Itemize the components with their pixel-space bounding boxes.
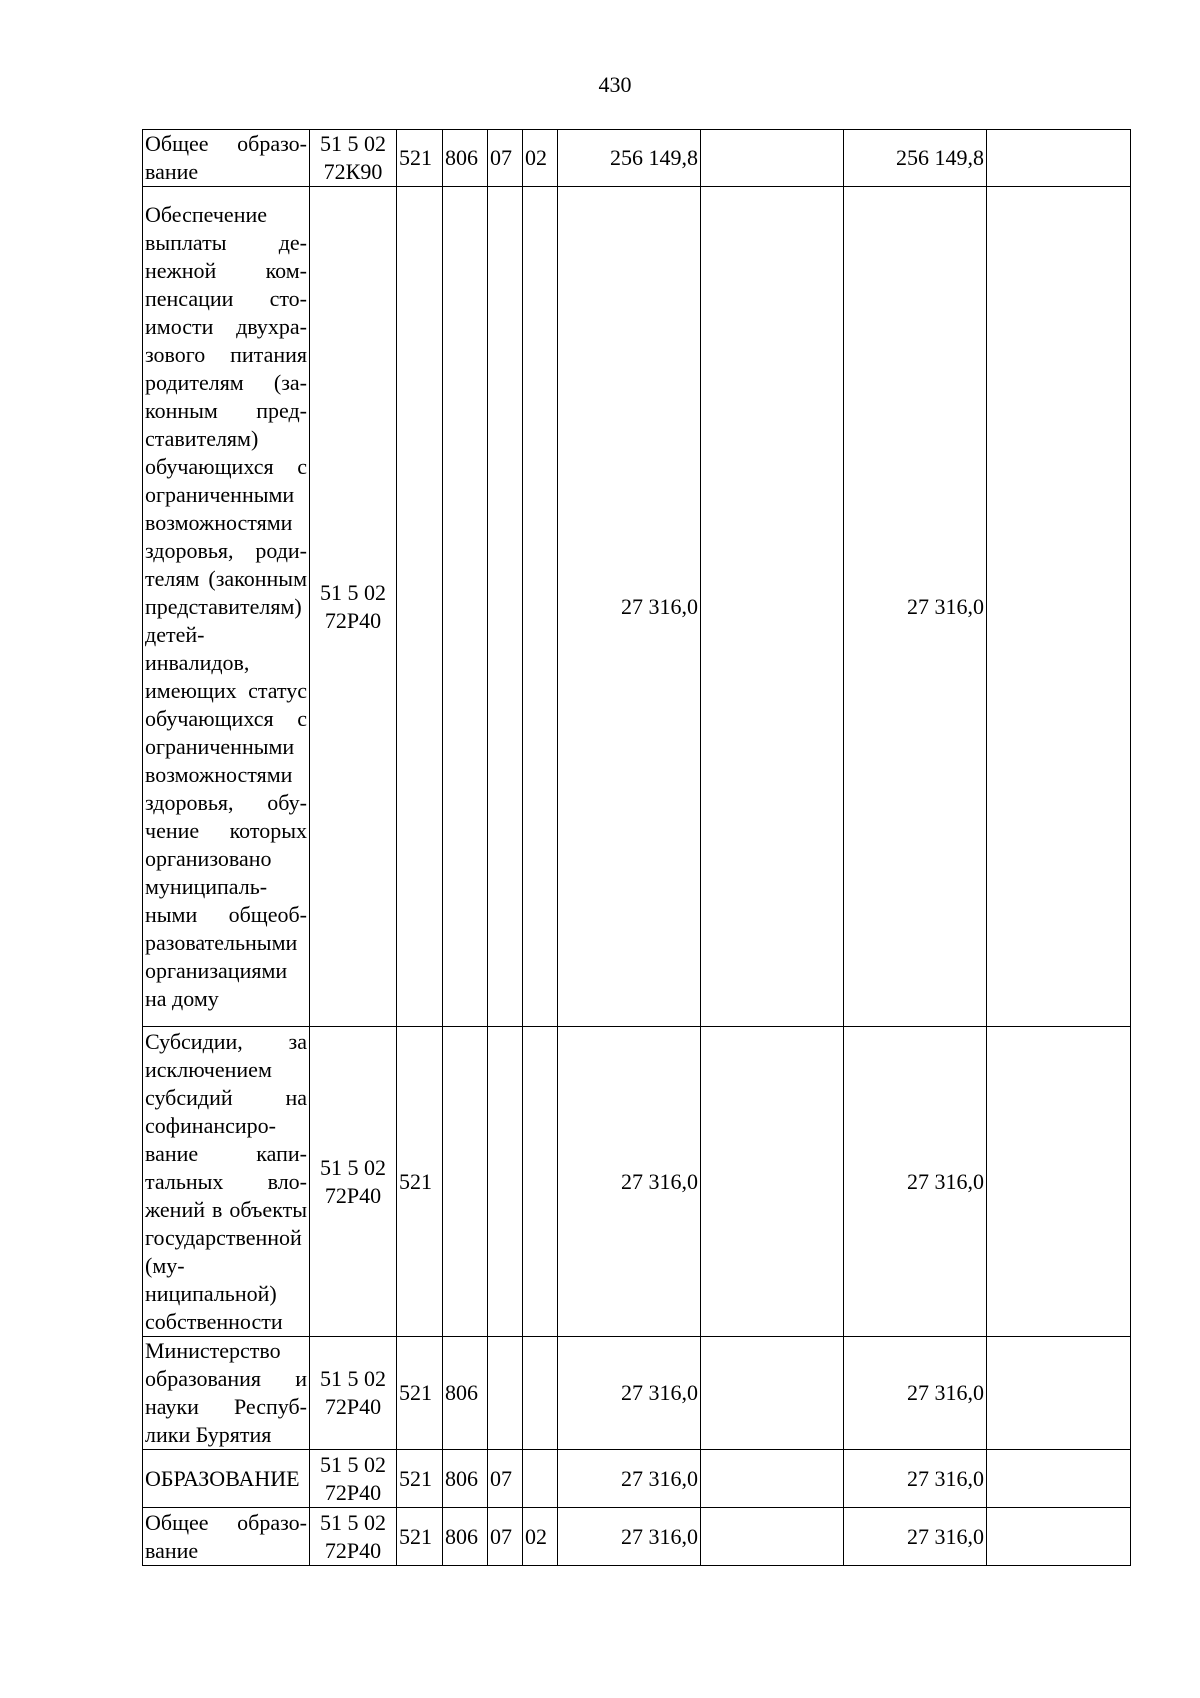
table-row [143,1450,1131,1508]
budget-table [142,129,1131,1566]
row-name: Общее образование [143,1508,310,1566]
amount-2 [701,130,844,187]
amount-4 [987,1027,1131,1337]
amount-2 [701,1027,844,1337]
amount-1: 27 316,0 [558,187,701,1027]
table-row [143,1027,1131,1337]
row-name: Общее образование [143,130,310,187]
code-cell-2 [443,187,488,1027]
amount-3: 27 316,0 [844,1027,987,1337]
row-name: ОБРАЗОВАНИЕ [143,1450,310,1508]
code-cell-3: 07 [488,130,523,187]
amount-4 [987,130,1131,187]
code-cell-3 [488,1027,523,1337]
amount-1: 27 316,0 [558,1337,701,1450]
table-row [143,187,1131,1027]
amount-4 [987,1337,1131,1450]
target-code: 51 5 02 72Р40 [310,1337,397,1450]
page-number: 430 [598,72,632,97]
code-cell-3 [488,1337,523,1450]
amount-1: 27 316,0 [558,1508,701,1566]
table-row [143,1337,1131,1450]
target-code: 51 5 02 72Р40 [310,187,397,1027]
code-cell-2: 806 [443,1450,488,1508]
amount-2 [701,1337,844,1450]
code-cell-4 [523,1027,558,1337]
amount-1: 256 149,8 [558,130,701,187]
code-cell-3: 07 [488,1450,523,1508]
code-cell-4 [523,1450,558,1508]
amount-1: 27 316,0 [558,1450,701,1508]
amount-3: 27 316,0 [844,1508,987,1566]
amount-1: 27 316,0 [558,1027,701,1337]
amount-4 [987,1450,1131,1508]
code-cell-1: 521 [397,1027,443,1337]
row-name: Обеспечение выплаты денежной компенсации стоимости двухразового питания родителям (законным представителям) обучающихся с ограниченными возможностями здоровья, родителям (законным представителям) детей-инвалидов, имеющих статус обучающихся с ограниченными возможностями здоровья, обучение которых организовано муниципальными общеобразовательными организациями на дому [143,187,310,1027]
code-cell-3 [488,187,523,1027]
row-name: Субсидии, за исключением субсидий на софинансирование капитальных вложений в объекты государственной (муниципальной) собственности [143,1027,310,1337]
code-cell-4: 02 [523,1508,558,1566]
amount-4 [987,1508,1131,1566]
amount-3: 27 316,0 [844,1337,987,1450]
amount-3: 27 316,0 [844,1450,987,1508]
amount-3: 27 316,0 [844,187,987,1027]
code-cell-4 [523,187,558,1027]
code-cell-1: 521 [397,1450,443,1508]
code-cell-3: 07 [488,1508,523,1566]
target-code: 51 5 02 72Р40 [310,1508,397,1566]
table-row [143,1508,1131,1566]
code-cell-1: 521 [397,130,443,187]
code-cell-4 [523,1337,558,1450]
amount-4 [987,187,1131,1027]
amount-2 [701,1450,844,1508]
amount-2 [701,1508,844,1566]
code-cell-2: 806 [443,1508,488,1566]
amount-2 [701,187,844,1027]
amount-3: 256 149,8 [844,130,987,187]
code-cell-1: 521 [397,1508,443,1566]
row-name: Министерство образования и науки Республики Бурятия [143,1337,310,1450]
code-cell-2 [443,1027,488,1337]
code-cell-4: 02 [523,130,558,187]
table-row [143,130,1131,187]
code-cell-1: 521 [397,1337,443,1450]
code-cell-1 [397,187,443,1027]
target-code: 51 5 02 72К90 [310,130,397,187]
code-cell-2: 806 [443,130,488,187]
target-code: 51 5 02 72Р40 [310,1450,397,1508]
target-code: 51 5 02 72Р40 [310,1027,397,1337]
code-cell-2: 806 [443,1337,488,1450]
